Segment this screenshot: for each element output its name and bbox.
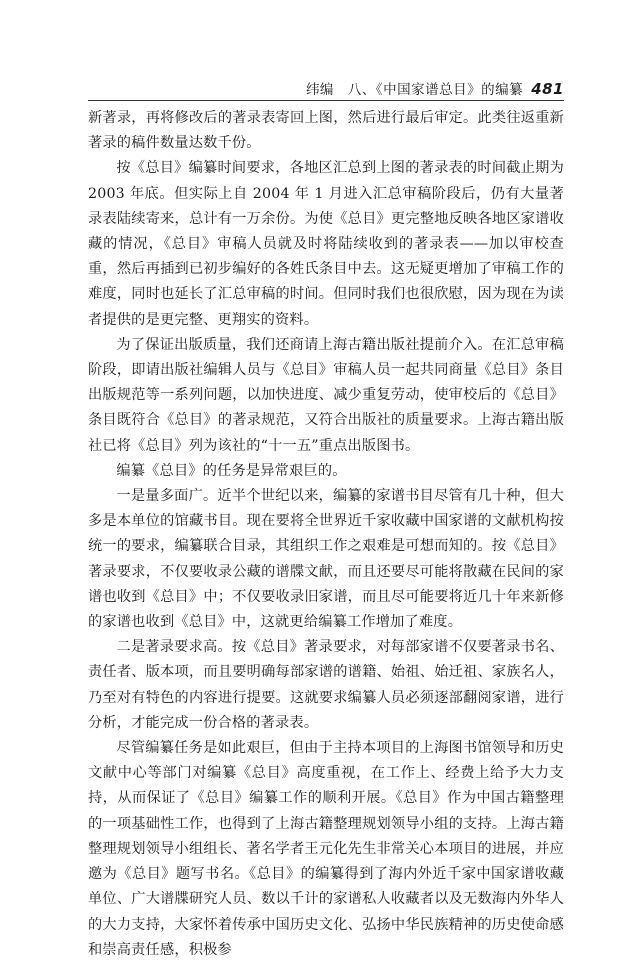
running-title: 纬编 八、《中国家谱总目》的编纂 <box>305 82 524 98</box>
paragraph: 为了保证出版质量，我们还商请上海古籍出版社提前介入。在汇总审稿阶段，即请出版社编辑人员与《总目》审稿人员一起共同商量《总目》条目出版规范等一系列问题，以加快进度、减少重复劳动，使审校后的《总目》条目既符合《总目》的著录规范，又符合出版社的质量要求。上海古籍出版社已将《总目》列为该社的“十一五”重点出版图书。 <box>88 336 564 454</box>
header-rule <box>88 100 564 101</box>
paragraph: 二是著录要求高。按《总目》著录要求，对每部家谱不仅要著录书名、责任者、版本项，而且要明确每部家谱的谱籍、始祖、始迁祖、家族名人，乃至对有特色的内容进行提要。这就要求编纂人员必须逐部翻阅家谱，进行分析，才能完成一份合格的著录表。 <box>88 639 564 731</box>
paragraph: 编纂《总目》的任务是异常艰巨的。 <box>116 462 347 479</box>
running-header <box>90 78 564 100</box>
body-text <box>88 106 564 963</box>
paragraph: 一是量多面广。近半个世纪以来，编纂的家谱书目尽管有几十种，但大多是本单位的馆藏书目。现在要将全世界近千家收藏中国家谱的文献机构按统一的要求，编纂联合目录，其组织工作之艰难是可想而知的。按《总目》著录要求，不仅要收录公藏的谱牒文献，而且还要尽可能将散藏在民间的家谱也收到《总目》中；不仅要收录旧家谱，而且尽可能要将近几十年来新修的家谱也收到《总目》中，这就更给编纂工作增加了难度。 <box>88 488 564 631</box>
page-number: 481 <box>531 80 564 98</box>
paragraph: 按《总目》编纂时间要求，各地区汇总到上图的著录表的时间截止期为 2003 年底。但实际上自 2004 年 1 月进入汇总审稿阶段后，仍有大量著录表陆续寄来，总计有一万余份。为使《总目》更完整地反映各地区家谱收藏的情况，《总目》审稿人员就及时将陆续收到的著录表——加以审校查重，然后再插到已初步编好的各姓氏条目中去。这无疑更增加了审稿工作的难度，同时也延长了汇总审稿的时间。但同时我们也很欣慰，因为现在为读者提供的是更完整、更翔实的资料。 <box>88 160 564 328</box>
paragraph: 尽管编纂任务是如此艰巨，但由于主持本项目的上海图书馆领导和历史文献中心等部门对编纂《总目》高度重视，在工作上、经费上给予大力支持，从而保证了《总目》编纂工作的顺利开展。《总目》作为中国古籍整理的一项基础性工作，也得到了上海古籍整理规划领导小组的支持。上海古籍整理规划领导小组组长、著名学者王元化先生非常关心本项目的进展，并应邀为《总目》题写书名。《总目》的编纂得到了海内外近千家中国家谱收藏单位、广大谱牒研究人员、数以千计的家谱私人收藏者以及无数海内外华人的大力支持，大家怀着传承中国历史文化、弘扬中华民族精神的历史使命感和崇高责任感，积极参 <box>88 740 564 958</box>
paragraph-continued: 新著录，再将修改后的著录表寄回上图，然后进行最后审定。此类往返重新著录的稿件数量达数千份。 <box>88 110 564 152</box>
